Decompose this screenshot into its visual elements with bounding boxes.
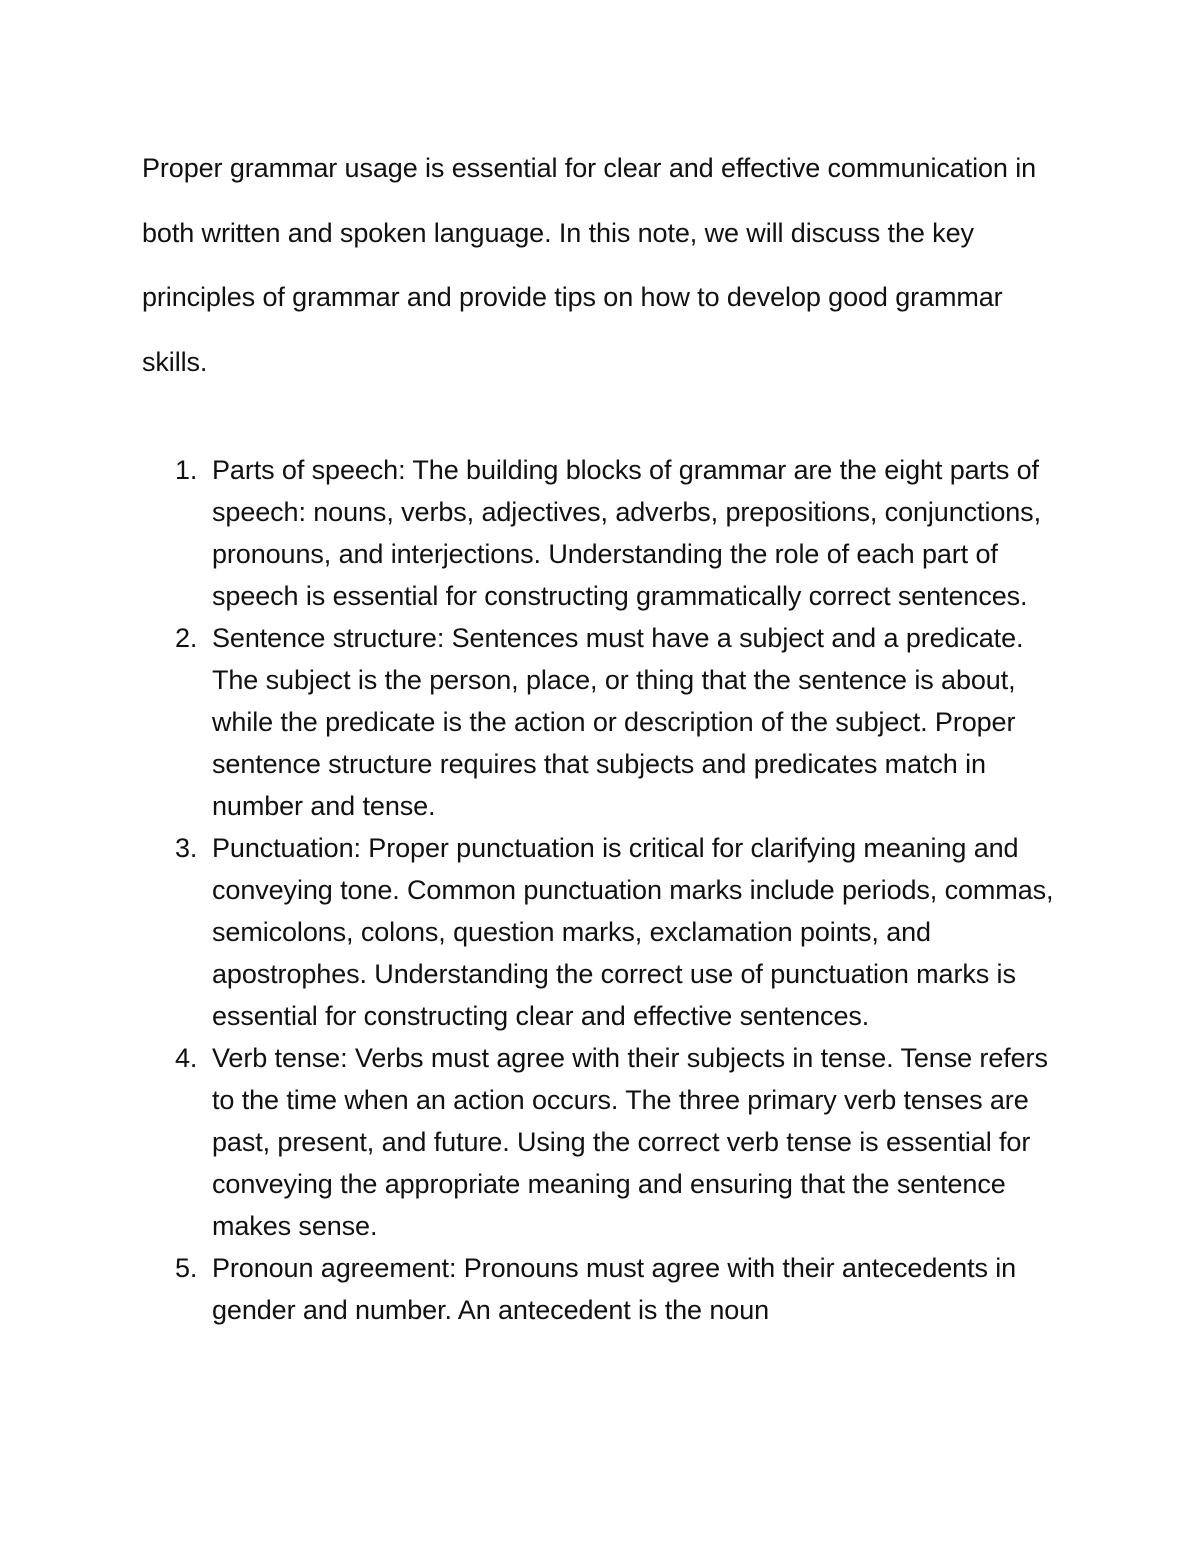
grammar-principles-list	[142, 449, 1072, 1331]
list-item	[142, 827, 1072, 1037]
list-item-text: Parts of speech: The building blocks of grammar are the eight parts of speech: nouns, verbs, adjectives, adverbs, prepositions, conjunctions, pronouns, and interjections. Understanding the role of each part of speech is essential for constructing grammatically correct sentences.	[212, 455, 1041, 611]
list-item-number: 1.	[175, 455, 198, 485]
list-item	[142, 449, 1072, 617]
list-item-text: Sentence structure: Sentences must have a subject and a predicate. The subject is the person, place, or thing that the sentence is about, while the predicate is the action or description of the subject. Proper sentence structure requires that subjects and predicates match in number and tense.	[212, 623, 1024, 821]
list-item-text: Verb tense: Verbs must agree with their subjects in tense. Tense refers to the time when an action occurs. The three primary verb tenses are past, present, and future. Using the correct verb tense is essential for conveying the appropriate meaning and ensuring that the sentence makes sense.	[212, 1043, 1048, 1241]
list-item-text: Pronoun agreement: Pronouns must agree with their antecedents in gender and number. An antecedent is the noun	[212, 1253, 1017, 1325]
list-item	[142, 1037, 1072, 1247]
list-item-number: 4.	[175, 1043, 198, 1073]
list-item-number: 5.	[175, 1253, 198, 1283]
list-item-text: Punctuation: Proper punctuation is critical for clarifying meaning and conveying tone. Common punctuation marks include periods, commas, semicolons, colons, question marks, exclamation points, and apostrophes. Understanding the correct use of punctuation marks is essential for constructing clear and effective sentences.	[212, 833, 1054, 1031]
list-item-number: 3.	[175, 833, 198, 863]
intro-paragraph: Proper grammar usage is essential for clear and effective communication in both written and spoken language. In this note, we will discuss the key principles of grammar and provide tips on how to develop good grammar skills.	[142, 153, 1037, 377]
list-item	[142, 1247, 1072, 1331]
list-item-number: 2.	[175, 623, 198, 653]
list-item	[142, 617, 1072, 827]
